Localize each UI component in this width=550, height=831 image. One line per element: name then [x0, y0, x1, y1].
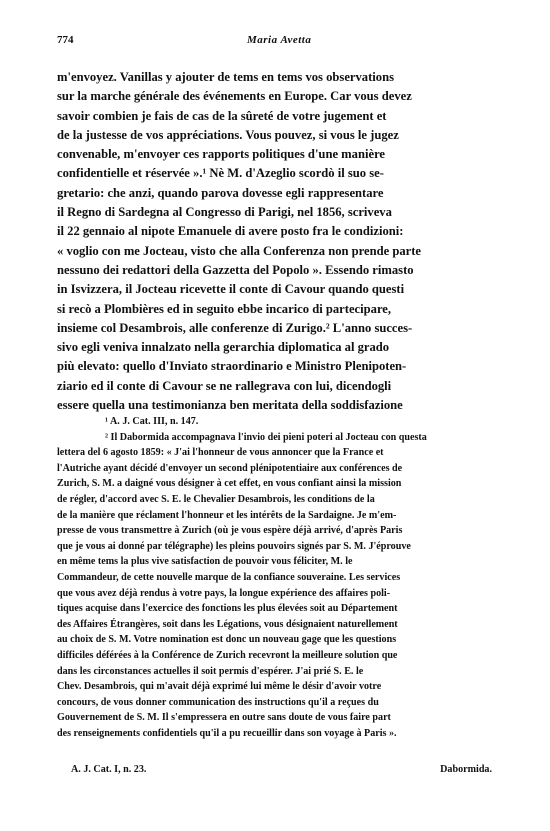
footnote-line: de régler, d'accord avec S. E. le Chevalier Desambrois, les conditions de la	[57, 493, 375, 505]
footnote-line: Zurich, S. M. a daigné vous désigner à cet effet, en vous confiant ainsi la mission	[57, 478, 402, 490]
running-header	[57, 34, 510, 50]
running-title: Maria Avetta	[247, 34, 312, 46]
body-line: insieme col Desambrois, alle conferenze di Zurigo.² L'anno succes-	[57, 320, 413, 335]
body-line: convenable, m'envoyer ces rapports politiques d'une manière	[57, 147, 386, 162]
body-line: il Regno di Sardegna al Congresso di Parigi, nel 1856, scriveva	[57, 205, 392, 220]
body-line: gretario: che anzi, quando parova dovesse egli rappresentare	[57, 185, 384, 200]
body-line: nessuno dei redattori della Gazzetta del Popolo ». Essendo rimasto	[57, 262, 414, 277]
body-line: ziario ed il conte di Cavour se ne rallegrava con lui, dicendogli	[57, 378, 392, 393]
footnote-line: de la manière que réclament l'honneur et les intérêts de la Sardaigne. Je m'em-	[57, 509, 397, 521]
body-line: de la justesse de vos appréciations. Vous pouvez, si vous le jugez	[57, 127, 399, 142]
footnote-line: lettera del 6 agosto 1859: « J'ai l'honneur de vous annoncer que la France et	[57, 447, 384, 459]
footnote-line: dans les circonstances actuelles il soit permis d'espérer. J'ai prié S. E. le	[57, 665, 364, 677]
footnote-line: l'Autriche ayant décidé d'envoyer un second plénipotentiaire aux conférences de	[57, 462, 403, 474]
body-line: in Isvizzera, il Jocteau ricevette il conte di Cavour quando questi	[57, 282, 405, 297]
footnote-line: des renseignements confidentiels qu'il a pu recueillir dans son voyage à Paris ».	[57, 727, 397, 739]
footnotes	[57, 414, 502, 741]
footnote-line: ² Il Dabormida accompagnava l'invio dei pieni poteri al Jocteau con questa	[105, 431, 427, 443]
archive-reference: A. J. Cat. I, n. 23.	[71, 764, 147, 775]
body-line: sur la marche générale des événements en Europe. Car vous devez	[57, 89, 412, 104]
footnote-line: que vous avez déjà rendus à votre pays, la longue expérience des affaires poli-	[57, 587, 391, 599]
footnote-line: concours, de vous donner communication des instructions qu'il a reçues du	[57, 696, 379, 708]
body-line: essere quella una testimonianza ben meritata della soddisfazione	[57, 398, 403, 413]
footnote-line: difficiles déférées à la Conférence de Zurich recevront la meilleure solution que	[57, 649, 398, 661]
footnote-line: que je vous ai donné par télégraphe) les pleins pouvoirs signés par S. M. J'éprouve	[57, 540, 411, 552]
body-line: confidentielle et réservée ».¹ Nè M. d'Azeglio scordò il suo se-	[57, 166, 384, 181]
footnote-line: en même tems la plus vive satisfaction de pouvoir vous féliciter, M. le	[57, 556, 353, 568]
footnote-line: Gouvernement de S. M. Il s'empressera en outre sans doute de vous faire part	[57, 712, 391, 724]
footnote-line: ¹ A. J. Cat. III, n. 147.	[105, 416, 199, 427]
footnote-line: presse de vous transmettre à Zurich (où je vous espère déjà arrivé, d'après Paris	[57, 525, 403, 537]
body-line: sivo egli veniva innalzato nella gerarchia diplomatica al grado	[57, 340, 390, 355]
footnote-line: au choix de S. M. Votre nomination est donc un nouveau gage que les questions	[57, 634, 397, 646]
body-line: « voglio con me Jocteau, visto che alla Conferenza non prende parte	[57, 243, 422, 258]
signature-name: Dabormida.	[440, 764, 492, 775]
footnote-line: des Affaires Étrangères, soit dans les Légations, vous désignaient naturellement	[57, 618, 398, 630]
body-line: savoir combien je fais de cas de la sûreté de votre jugement et	[57, 108, 387, 123]
page-number: 774	[57, 34, 74, 46]
footnote-line: tiques acquise dans l'exercice des fonctions les plus élevées soit au Département	[57, 603, 398, 615]
body-line: m'envoyez. Vanillas y ajouter de tems en tems vos observations	[57, 70, 394, 84]
footnote-line: Commandeur, de cette nouvelle marque de la confiance souveraine. Les services	[57, 571, 401, 583]
body-line: più elevato: quello d'Inviato straordinario e Ministro Plenipoten-	[57, 359, 407, 374]
body-paragraph	[57, 68, 502, 415]
body-line: si recò a Plombières ed in seguito ebbe incarico di partecipare,	[57, 301, 392, 316]
footnote-line: Chev. Desambrois, qui m'avait déjà exprimé lui même le désir d'avoir votre	[57, 681, 382, 693]
body-line: il 22 gennaio al nipote Emanuele di avere posto fra le condizioni:	[57, 224, 404, 239]
